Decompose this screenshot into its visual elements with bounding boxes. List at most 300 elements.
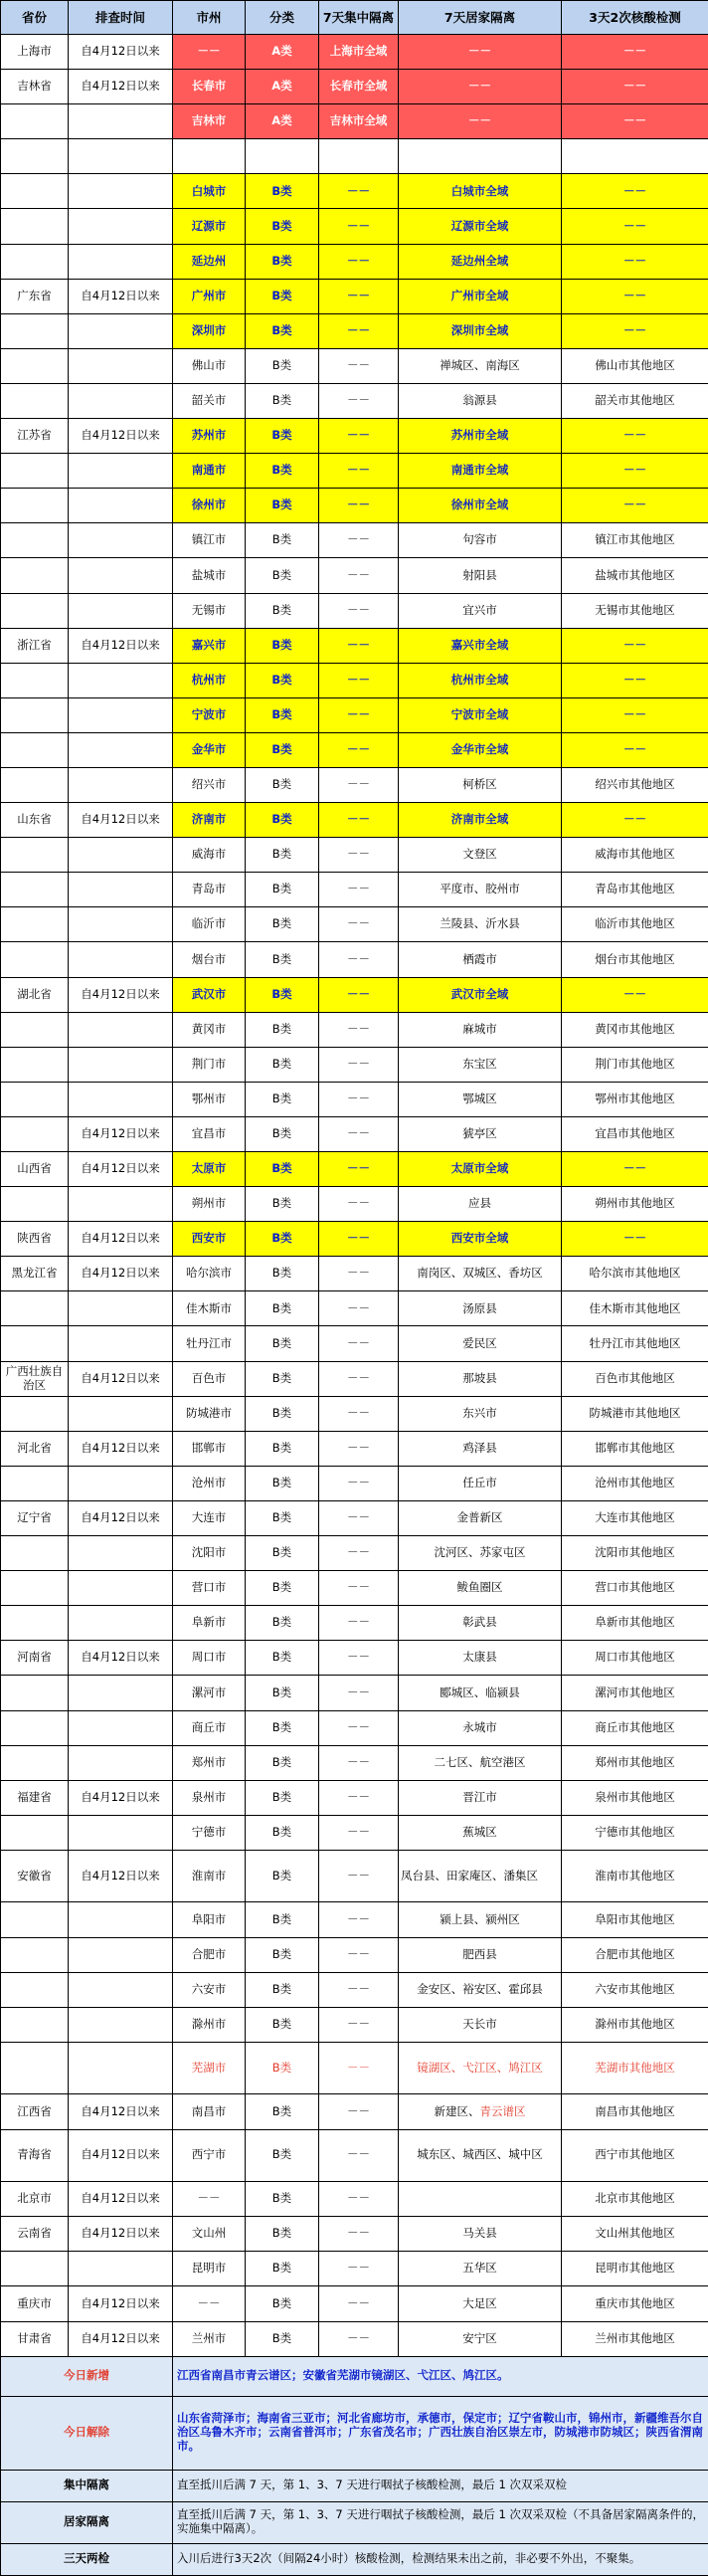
central-cell: －－ bbox=[319, 1850, 399, 1902]
time-cell bbox=[69, 209, 173, 244]
home-cell: 南通市全域 bbox=[399, 454, 562, 489]
province-cell bbox=[1, 663, 69, 697]
province-cell bbox=[1, 1745, 69, 1780]
test-cell: 六安市其他地区 bbox=[562, 1972, 708, 2007]
time-cell bbox=[69, 174, 173, 209]
home-cell: －－ bbox=[399, 35, 562, 70]
central-cell: －－ bbox=[319, 1116, 399, 1151]
test-cell: －－ bbox=[562, 244, 708, 279]
city-cell: 百色市 bbox=[173, 1361, 246, 1396]
city-cell: 黄冈市 bbox=[173, 1012, 246, 1047]
city-cell: 阜阳市 bbox=[173, 1902, 246, 1937]
home-cell: 五华区 bbox=[399, 2252, 562, 2286]
class-cell: A类 bbox=[246, 104, 319, 139]
home-cell: 蕉城区 bbox=[399, 1815, 562, 1850]
class-cell: B类 bbox=[246, 2217, 319, 2252]
time-cell: 自4月12日以来 bbox=[69, 1500, 173, 1535]
province-cell bbox=[1, 1291, 69, 1326]
central-cell: －－ bbox=[319, 1012, 399, 1047]
table-row bbox=[1, 174, 708, 209]
time-cell bbox=[69, 454, 173, 489]
test-cell: 威海市其他地区 bbox=[562, 838, 708, 873]
central-cell: －－ bbox=[319, 1641, 399, 1676]
class-cell: B类 bbox=[246, 697, 319, 732]
city-cell: 宁德市 bbox=[173, 1815, 246, 1850]
time-cell: 自4月12日以来 bbox=[69, 279, 173, 313]
test-cell: 青岛市其他地区 bbox=[562, 873, 708, 907]
central-cell: －－ bbox=[319, 593, 399, 628]
city-cell: 沈阳市 bbox=[173, 1536, 246, 1571]
table-row bbox=[1, 2007, 708, 2042]
time-cell: 自4月12日以来 bbox=[69, 1361, 173, 1396]
province-cell bbox=[1, 1116, 69, 1151]
central-cell: －－ bbox=[319, 1902, 399, 1937]
test-cell: 烟台市其他地区 bbox=[562, 942, 708, 977]
time-cell bbox=[69, 383, 173, 418]
home-cell: 晋江市 bbox=[399, 1780, 562, 1815]
table-row bbox=[1, 1291, 708, 1326]
province-cell bbox=[1, 593, 69, 628]
header-row bbox=[1, 1, 708, 35]
home-cell: 郾城区、临颍县 bbox=[399, 1676, 562, 1710]
header-home-isolation: 7天居家隔离 bbox=[399, 1, 562, 35]
table-row bbox=[1, 1780, 708, 1815]
province-cell: 陕西省 bbox=[1, 1222, 69, 1257]
time-cell bbox=[69, 1972, 173, 2007]
home-cell: 广州市全域 bbox=[399, 279, 562, 313]
province-cell bbox=[1, 1937, 69, 1972]
city-cell: 太原市 bbox=[173, 1152, 246, 1187]
class-cell: B类 bbox=[246, 313, 319, 348]
class-cell: B类 bbox=[246, 454, 319, 489]
time-cell bbox=[69, 1571, 173, 1606]
test-cell: 无锡市其他地区 bbox=[562, 593, 708, 628]
city-cell: 芜湖市 bbox=[173, 2042, 246, 2094]
time-cell: 自4月12日以来 bbox=[69, 628, 173, 663]
province-cell bbox=[1, 873, 69, 907]
time-cell: 自4月12日以来 bbox=[69, 1152, 173, 1187]
class-cell: B类 bbox=[246, 244, 319, 279]
province-cell bbox=[1, 942, 69, 977]
test-cell: 临沂市其他地区 bbox=[562, 907, 708, 942]
class-cell: B类 bbox=[246, 732, 319, 767]
time-cell: 自4月12日以来 bbox=[69, 1222, 173, 1257]
city-cell: 金华市 bbox=[173, 732, 246, 767]
test-cell: 邯郸市其他地区 bbox=[562, 1431, 708, 1466]
table-row bbox=[1, 383, 708, 418]
test-cell: －－ bbox=[562, 174, 708, 209]
header-province: 省份 bbox=[1, 1, 69, 35]
time-cell bbox=[69, 697, 173, 732]
central-isolation-label: 集中隔离 bbox=[1, 2470, 173, 2501]
table-row bbox=[1, 2321, 708, 2356]
test-cell: －－ bbox=[562, 1222, 708, 1257]
time-cell bbox=[69, 732, 173, 767]
test-cell: 南昌市其他地区 bbox=[562, 2094, 708, 2129]
city-cell: 淮南市 bbox=[173, 1850, 246, 1902]
city-cell: 泉州市 bbox=[173, 1780, 246, 1815]
home-cell: 辽源市全域 bbox=[399, 209, 562, 244]
city-cell: 宜昌市 bbox=[173, 1116, 246, 1151]
province-cell bbox=[1, 139, 69, 174]
city-cell: 牡丹江市 bbox=[173, 1326, 246, 1361]
table-row bbox=[1, 1012, 708, 1047]
province-cell bbox=[1, 697, 69, 732]
home-cell: 深圳市全域 bbox=[399, 313, 562, 348]
central-cell: －－ bbox=[319, 1396, 399, 1431]
city-cell: 延边州 bbox=[173, 244, 246, 279]
city-cell: 烟台市 bbox=[173, 942, 246, 977]
class-cell: B类 bbox=[246, 1082, 319, 1116]
city-cell: 辽源市 bbox=[173, 209, 246, 244]
home-cell: 济南市全域 bbox=[399, 803, 562, 838]
table-row bbox=[1, 1222, 708, 1257]
city-cell: 郑州市 bbox=[173, 1745, 246, 1780]
city-cell: 西安市 bbox=[173, 1222, 246, 1257]
home-cell: 颍上县、颍州区 bbox=[399, 1902, 562, 1937]
time-cell bbox=[69, 1710, 173, 1745]
table-row bbox=[1, 35, 708, 70]
class-cell: B类 bbox=[246, 1291, 319, 1326]
table-row bbox=[1, 2217, 708, 2252]
nucleic-test-text: 入川后进行3天2次（间隔24小时）核酸检测，检测结果未出之前，非必要不外出，不聚集。 bbox=[173, 2543, 708, 2575]
class-cell: B类 bbox=[246, 838, 319, 873]
test-cell: 绍兴市其他地区 bbox=[562, 767, 708, 802]
central-cell: －－ bbox=[319, 767, 399, 802]
time-cell: 自4月12日以来 bbox=[69, 2217, 173, 2252]
central-cell: －－ bbox=[319, 2007, 399, 2042]
city-cell: 吉林市 bbox=[173, 104, 246, 139]
test-cell: 重庆市其他地区 bbox=[562, 2286, 708, 2321]
central-cell: －－ bbox=[319, 244, 399, 279]
class-cell: B类 bbox=[246, 1745, 319, 1780]
central-cell: 长春市全域 bbox=[319, 70, 399, 104]
class-cell: B类 bbox=[246, 1710, 319, 1745]
test-cell: 漯河市其他地区 bbox=[562, 1676, 708, 1710]
test-cell: －－ bbox=[562, 803, 708, 838]
test-cell: 佳木斯市其他地区 bbox=[562, 1291, 708, 1326]
table-row bbox=[1, 1257, 708, 1291]
time-cell bbox=[69, 2252, 173, 2286]
table-row bbox=[1, 1152, 708, 1187]
city-cell: 临沂市 bbox=[173, 907, 246, 942]
class-cell: B类 bbox=[246, 523, 319, 558]
time-cell bbox=[69, 1047, 173, 1082]
table-row bbox=[1, 2129, 708, 2182]
time-cell: 自4月12日以来 bbox=[69, 2286, 173, 2321]
central-isolation-text: 直至抵川后满 7 天，第 1、3、7 天进行咽拭子核酸检测，最后 1 次双采双检 bbox=[173, 2470, 708, 2501]
time-cell bbox=[69, 1902, 173, 1937]
class-cell: B类 bbox=[246, 1012, 319, 1047]
home-cell: 应县 bbox=[399, 1187, 562, 1222]
time-cell bbox=[69, 1815, 173, 1850]
city-cell: 嘉兴市 bbox=[173, 628, 246, 663]
city-cell: 营口市 bbox=[173, 1571, 246, 1606]
class-cell: B类 bbox=[246, 1676, 319, 1710]
time-cell bbox=[69, 489, 173, 523]
time-cell bbox=[69, 523, 173, 558]
table-row bbox=[1, 139, 708, 174]
class-cell: B类 bbox=[246, 803, 319, 838]
class-cell: B类 bbox=[246, 1152, 319, 1187]
table-row bbox=[1, 663, 708, 697]
central-cell: －－ bbox=[319, 1047, 399, 1082]
class-cell: B类 bbox=[246, 663, 319, 697]
central-cell: －－ bbox=[319, 873, 399, 907]
table-row bbox=[1, 104, 708, 139]
province-cell: 广西壮族自治区 bbox=[1, 1361, 69, 1396]
home-cell: 鄂城区 bbox=[399, 1082, 562, 1116]
test-cell: －－ bbox=[562, 104, 708, 139]
city-cell: 长春市 bbox=[173, 70, 246, 104]
class-cell: B类 bbox=[246, 174, 319, 209]
province-cell: 福建省 bbox=[1, 1780, 69, 1815]
time-cell bbox=[69, 558, 173, 593]
city-cell: －－ bbox=[173, 2182, 246, 2217]
test-cell: 兰州市其他地区 bbox=[562, 2321, 708, 2356]
time-cell: 自4月12日以来 bbox=[69, 1850, 173, 1902]
test-cell: 淮南市其他地区 bbox=[562, 1850, 708, 1902]
table-row bbox=[1, 454, 708, 489]
class-cell: B类 bbox=[246, 1571, 319, 1606]
home-cell: 南岗区、双城区、香坊区 bbox=[399, 1257, 562, 1291]
test-cell: 宜昌市其他地区 bbox=[562, 1116, 708, 1151]
class-cell: B类 bbox=[246, 1116, 319, 1151]
table-row bbox=[1, 1116, 708, 1151]
class-cell: B类 bbox=[246, 2042, 319, 2094]
central-cell: －－ bbox=[319, 1152, 399, 1187]
class-cell: B类 bbox=[246, 1466, 319, 1500]
central-cell: －－ bbox=[319, 1257, 399, 1291]
central-cell: －－ bbox=[319, 838, 399, 873]
time-cell bbox=[69, 593, 173, 628]
table-row bbox=[1, 1676, 708, 1710]
home-cell: 任丘市 bbox=[399, 1466, 562, 1500]
home-cell: 禅城区、南海区 bbox=[399, 348, 562, 383]
province-cell: 山东省 bbox=[1, 803, 69, 838]
table-row bbox=[1, 1500, 708, 1535]
city-cell: 无锡市 bbox=[173, 593, 246, 628]
central-cell: －－ bbox=[319, 1937, 399, 1972]
home-cell-new: 青云谱区 bbox=[480, 2104, 526, 2118]
central-cell: －－ bbox=[319, 2321, 399, 2356]
table-row bbox=[1, 838, 708, 873]
class-cell: B类 bbox=[246, 767, 319, 802]
city-cell: 白城市 bbox=[173, 174, 246, 209]
central-cell: －－ bbox=[319, 1326, 399, 1361]
central-cell: 吉林市全域 bbox=[319, 104, 399, 139]
time-cell: 自4月12日以来 bbox=[69, 1116, 173, 1151]
home-isolation-text: 直至抵川后满 7 天，第 1、3、7 天进行咽拭子核酸检测，最后 1 次双采双检（不具备居家隔离条件的，实施集中隔离）。 bbox=[173, 2501, 708, 2543]
class-cell: B类 bbox=[246, 1500, 319, 1535]
central-cell: －－ bbox=[319, 942, 399, 977]
central-cell: －－ bbox=[319, 454, 399, 489]
test-cell: 防城港市其他地区 bbox=[562, 1396, 708, 1431]
home-cell: 射阳县 bbox=[399, 558, 562, 593]
central-cell: －－ bbox=[319, 2217, 399, 2252]
home-cell: 二七区、航空港区 bbox=[399, 1745, 562, 1780]
test-cell: 沧州市其他地区 bbox=[562, 1466, 708, 1500]
province-cell bbox=[1, 2007, 69, 2042]
today-new-label: 今日新增 bbox=[1, 2356, 173, 2396]
class-cell: B类 bbox=[246, 383, 319, 418]
home-cell: 那坡县 bbox=[399, 1361, 562, 1396]
time-cell: 自4月12日以来 bbox=[69, 1431, 173, 1466]
test-cell: 阜阳市其他地区 bbox=[562, 1902, 708, 1937]
test-cell: 北京市其他地区 bbox=[562, 2182, 708, 2217]
home-cell: 安宁区 bbox=[399, 2321, 562, 2356]
home-cell: 西安市全域 bbox=[399, 1222, 562, 1257]
city-cell: 佳木斯市 bbox=[173, 1291, 246, 1326]
test-cell: 朔州市其他地区 bbox=[562, 1187, 708, 1222]
class-cell: B类 bbox=[246, 1431, 319, 1466]
class-cell: B类 bbox=[246, 1257, 319, 1291]
central-cell: －－ bbox=[319, 2094, 399, 2129]
class-cell: B类 bbox=[246, 1222, 319, 1257]
test-cell: 商丘市其他地区 bbox=[562, 1710, 708, 1745]
time-cell bbox=[69, 873, 173, 907]
central-cell: －－ bbox=[319, 1571, 399, 1606]
table-row bbox=[1, 1187, 708, 1222]
class-cell: B类 bbox=[246, 279, 319, 313]
table-row bbox=[1, 1082, 708, 1116]
home-cell: 柯桥区 bbox=[399, 767, 562, 802]
province-cell bbox=[1, 907, 69, 942]
class-cell: B类 bbox=[246, 2286, 319, 2321]
central-cell: －－ bbox=[319, 419, 399, 454]
table-row bbox=[1, 313, 708, 348]
home-cell: 句容市 bbox=[399, 523, 562, 558]
home-cell-existing: 新建区、 bbox=[435, 2104, 480, 2118]
table-row bbox=[1, 1606, 708, 1641]
central-cell: －－ bbox=[319, 977, 399, 1012]
header-class: 分类 bbox=[246, 1, 319, 35]
central-cell: －－ bbox=[319, 1466, 399, 1500]
class-cell bbox=[246, 139, 319, 174]
table-row bbox=[1, 732, 708, 767]
province-cell: 河北省 bbox=[1, 1431, 69, 1466]
province-cell bbox=[1, 454, 69, 489]
city-cell: 青岛市 bbox=[173, 873, 246, 907]
today-new-text: 江西省南昌市青云谱区；安徽省芜湖市镜湖区、弋江区、鸠江区。 bbox=[173, 2356, 708, 2396]
home-cell: 嘉兴市全域 bbox=[399, 628, 562, 663]
class-cell: B类 bbox=[246, 1326, 319, 1361]
province-cell: 湖北省 bbox=[1, 977, 69, 1012]
header-city: 市州 bbox=[173, 1, 246, 35]
city-cell: 徐州市 bbox=[173, 489, 246, 523]
footer-row-central bbox=[1, 2470, 708, 2501]
central-cell: －－ bbox=[319, 209, 399, 244]
home-cell: 金华市全域 bbox=[399, 732, 562, 767]
city-cell: 佛山市 bbox=[173, 348, 246, 383]
central-cell: －－ bbox=[319, 2129, 399, 2182]
central-cell: －－ bbox=[319, 1606, 399, 1641]
table-row bbox=[1, 1745, 708, 1780]
province-cell bbox=[1, 348, 69, 383]
province-cell bbox=[1, 1972, 69, 2007]
class-cell: B类 bbox=[246, 1850, 319, 1902]
city-cell: 大连市 bbox=[173, 1500, 246, 1535]
table-row bbox=[1, 1850, 708, 1902]
city-cell: 兰州市 bbox=[173, 2321, 246, 2356]
time-cell bbox=[69, 1536, 173, 1571]
time-cell bbox=[69, 663, 173, 697]
class-cell: B类 bbox=[246, 628, 319, 663]
time-cell bbox=[69, 139, 173, 174]
city-cell: 广州市 bbox=[173, 279, 246, 313]
province-cell bbox=[1, 1082, 69, 1116]
table-row bbox=[1, 803, 708, 838]
province-cell bbox=[1, 1326, 69, 1361]
province-cell bbox=[1, 1466, 69, 1500]
time-cell: 自4月12日以来 bbox=[69, 2129, 173, 2182]
class-cell: B类 bbox=[246, 977, 319, 1012]
time-cell bbox=[69, 1082, 173, 1116]
table-row bbox=[1, 2094, 708, 2129]
central-cell: 上海市全域 bbox=[319, 35, 399, 70]
class-cell: B类 bbox=[246, 1396, 319, 1431]
province-cell bbox=[1, 732, 69, 767]
province-cell bbox=[1, 1815, 69, 1850]
city-cell: 哈尔滨市 bbox=[173, 1257, 246, 1291]
class-cell: B类 bbox=[246, 873, 319, 907]
table-row bbox=[1, 1326, 708, 1361]
time-cell: 自4月12日以来 bbox=[69, 2321, 173, 2356]
home-cell: 苏州市全域 bbox=[399, 419, 562, 454]
home-cell: 鸡泽县 bbox=[399, 1431, 562, 1466]
home-cell: 太康县 bbox=[399, 1641, 562, 1676]
city-cell: 绍兴市 bbox=[173, 767, 246, 802]
city-cell: －－ bbox=[173, 2286, 246, 2321]
home-cell: 白城市全域 bbox=[399, 174, 562, 209]
table-row bbox=[1, 1571, 708, 1606]
test-cell: 宁德市其他地区 bbox=[562, 1815, 708, 1850]
central-cell: －－ bbox=[319, 348, 399, 383]
home-cell: 东宝区 bbox=[399, 1047, 562, 1082]
time-cell bbox=[69, 244, 173, 279]
city-cell: 南昌市 bbox=[173, 2094, 246, 2129]
table-row bbox=[1, 279, 708, 313]
class-cell: B类 bbox=[246, 1937, 319, 1972]
class-cell: B类 bbox=[246, 1187, 319, 1222]
central-cell: －－ bbox=[319, 174, 399, 209]
time-cell bbox=[69, 1187, 173, 1222]
province-cell: 上海市 bbox=[1, 35, 69, 70]
time-cell bbox=[69, 104, 173, 139]
class-cell: B类 bbox=[246, 419, 319, 454]
province-cell bbox=[1, 1012, 69, 1047]
city-cell: 杭州市 bbox=[173, 663, 246, 697]
central-cell: －－ bbox=[319, 2286, 399, 2321]
home-cell: 金普新区 bbox=[399, 1500, 562, 1535]
home-cell: 杭州市全域 bbox=[399, 663, 562, 697]
time-cell: 自4月12日以来 bbox=[69, 1780, 173, 1815]
table-row bbox=[1, 558, 708, 593]
central-cell: －－ bbox=[319, 1815, 399, 1850]
nucleic-test-label: 三天两检 bbox=[1, 2543, 173, 2575]
class-cell: A类 bbox=[246, 35, 319, 70]
table-row bbox=[1, 523, 708, 558]
central-cell: －－ bbox=[319, 732, 399, 767]
table-row bbox=[1, 1815, 708, 1850]
footer-row-home bbox=[1, 2501, 708, 2543]
time-cell bbox=[69, 1326, 173, 1361]
city-cell: 邯郸市 bbox=[173, 1431, 246, 1466]
home-cell: 宜兴市 bbox=[399, 593, 562, 628]
table-row bbox=[1, 2286, 708, 2321]
province-cell: 安徽省 bbox=[1, 1850, 69, 1902]
table-row bbox=[1, 244, 708, 279]
